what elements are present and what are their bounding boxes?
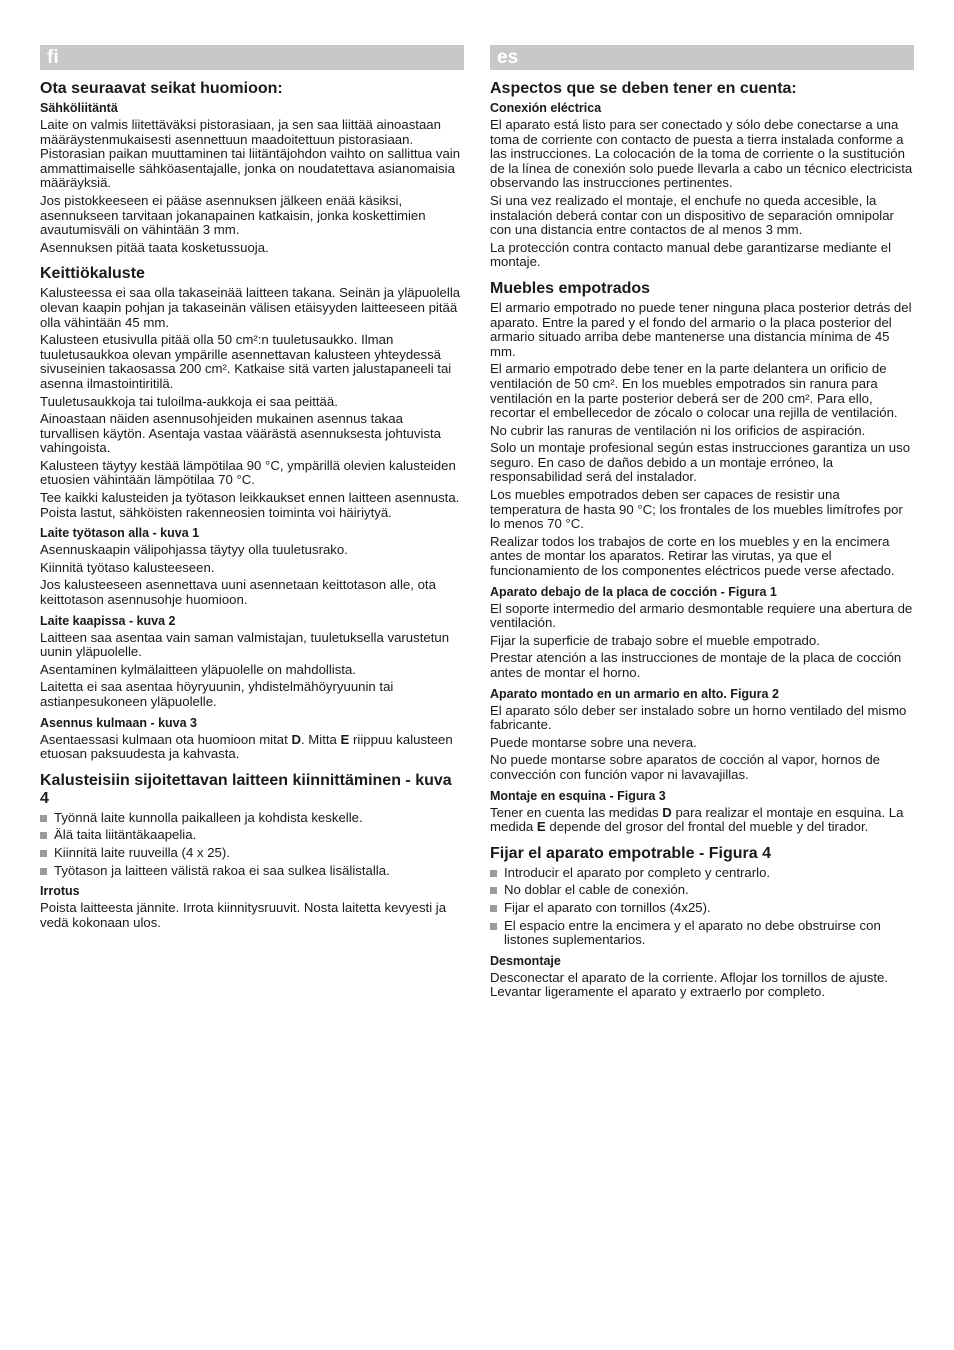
list-item-text: Älä taita liitäntäkaapelia. [54,827,197,843]
paragraph: Desconectar el aparato de la corriente. Aflojar los tornillos de ajuste. Levantar ligeramente el aparato y extraerlo por completo. [490,969,889,1000]
paragraph: El soporte intermedio del armario desmontable requiere una abertura de ventilación. [490,600,913,631]
square-bullet-icon [40,815,47,822]
heading-fixing: Kalusteisiin sijoitettavan laitteen kiinnittäminen - kuva 4 [40,771,452,807]
paragraph: El armario empotrado no puede tener ninguna placa posterior detrás del aparato. Entre la pared y el fondo del armario o la placa posterior del armario situado arriba debe mantenerse una distancia mínima de 45 mm. [490,299,912,359]
subheading-figure-1: Aparato debajo de la placa de cocción - Figura 1 [490,584,777,599]
square-bullet-icon [490,870,497,877]
paragraph: Prestar atención a las instrucciones de montaje de la placa de cocción antes de montar el horno. [490,650,902,680]
paragraph: Los muebles empotrados deben ser capaces de resistir una temperatura de hasta 90 °C; los frontales de los muebles limítrofes por lo menos 70 °C. [490,487,903,532]
list-item-text: Työnnä laite kunnolla paikalleen ja kohdista keskelle. [54,809,363,825]
paragraph: Kalusteen täytyy kestää lämpötilaa 90 °C, ympärillä olevien kalusteiden etuosien vähintään lämpötilaa 70 °C. [40,457,456,488]
paragraph: Tee kaikki kalusteiden ja työtason leikkaukset ennen laitteen asennusta. Poista lastut, sähköisten rakenneosien toiminta voi häiriytyä. [40,490,460,520]
heading-fixing: Fijar el aparato empotrable - Figura 4 [490,844,771,862]
paragraph: Laitteen saa asentaa vain saman valmistajan, tuuletuksella varustetun uunin yläpuolelle. [40,629,450,660]
list-item [490,866,914,881]
paragraph: Kalusteen etusivulla pitää olla 50 cm²:n tuuletusaukko. Ilman tuuletusaukkoa olevan ympärille asennettavan kalusteen yhteydessä sivuseinien takaosassa 200 cm². Katkaise sitä varten jalustapaneeli tai asenna ilmastointiritilä. [40,332,452,391]
paragraph: Si una vez realizado el montaje, el enchufe no queda accesible, la instalación deberá contar con un dispositivo de separación omnipolar con una distancia entre contactos de al menos 3 mm. [490,192,894,238]
subheading-figure-3: Montaje en esquina - Figura 3 [490,788,666,803]
column-finnish [40,45,464,933]
text-run: depende del grosor del frontal del mueble y del tirador. [545,819,869,835]
paragraph: Jos pistokkeeseen ei pääse asennuksen jälkeen enää käsiksi, asennukseen tarvitaan jokanapainen katkaisin, jonka koskettimien avautumisväli on vähintään 3 mm. [40,192,426,238]
square-bullet-icon [490,905,497,912]
square-bullet-icon [40,850,47,857]
list-item [40,846,464,861]
list-item [490,901,914,916]
list-item-text: El espacio entre la encimera y el aparato no debe obstruirse con listones suplementarios. [504,917,881,948]
paragraph: Puede montarse sobre una nevera. [490,734,697,750]
subheading-figure-3: Asennus kulmaan - kuva 3 [40,715,198,730]
paragraph: Fijar la superficie de trabajo sobre el mueble empotrado. [490,632,820,648]
list-item-text: Työtason ja laitteen välistä rakoa ei saa sulkea lisälistalla. [54,862,390,878]
paragraph: No cubrir las ranuras de ventilación ni los orificios de aspiración. [490,422,866,438]
list-item-text: Introducir el aparato por completo y centrarlo. [504,864,771,880]
text-run: para realizar el montaje en esquina. La medida [490,804,904,835]
square-bullet-icon [40,832,47,839]
measure-e: E [340,731,350,747]
paragraph: Kalusteessa ei saa olla takaseinää laitteen takana. Seinän ja yläpuolella olevan kaapin pohjan ja takaseinän välisen etäisyyden laitteeseen pitää olla vähintään 45 mm. [40,285,461,330]
subheading-figure-1: Laite työtason alla - kuva 1 [40,526,200,541]
paragraph: Kiinnitä työtaso kalusteeseen. [40,559,215,575]
bullet-list [40,811,464,878]
paragraph: Poista laitteesta jännite. Irrota kiinnitysruuvit. Nosta laitetta kevyesti ja vedä kokonaan ulos. [40,900,447,930]
list-item-text: No doblar el cable de conexión. [504,882,689,898]
subheading-electrical: Conexión eléctrica [490,101,602,115]
paragraph: No puede montarse sobre aparatos de cocción al vapor, hornos de convección con función vapor ni lavavajillas. [490,752,881,782]
text-run: Asentaessasi kulmaan ota huomioon mitat [40,731,292,747]
paragraph-corner [40,733,464,762]
paragraph-corner [490,806,914,835]
heading-furniture: Muebles empotrados [490,279,651,297]
paragraph: Realizar todos los trabajos de corte en los muebles y en la encimera antes de montar los aparatos. Retirar las virutas, ya que el funcionamiento de los componentes eléctricos puede verse afectado. [490,533,895,579]
paragraph: Jos kalusteeseen asennettava uuni asennetaan keittotason alle, ota keittotason asennusohje huomioon. [40,577,436,608]
text-run: Tener en cuenta las medidas [490,804,663,820]
language-bar-es: es [490,45,914,70]
square-bullet-icon [490,887,497,894]
paragraph: La protección contra contacto manual debe garantizarse mediante el montaje. [490,239,892,270]
language-bar-fi: fi [40,45,464,70]
subheading-removal: Desmontaje [490,953,561,968]
subheading-electrical: Sähköliitäntä [40,101,118,115]
text-run: riippuu kalusteen etuosan paksuudesta ja kahvasta. [40,731,453,762]
paragraph: Laite on valmis liitettäväksi pistorasiaan, ja sen saa liittää ainoastaan määräystenmukaisesti asennettuun maadoitettuun pistorasiaan. Pistorasian paikan muuttaminen tai liitäntäjohdon vaihto on sallittua vain ammattimaiselle sähköasentajalle, jonka on noudatettava asianomaisia määräyksiä. [40,117,461,191]
square-bullet-icon [490,923,497,930]
paragraph: Asennuskaapin välipohjassa täytyy olla tuuletusrako. [40,542,348,558]
list-item-text: Kiinnitä laite ruuveilla (4 x 25). [54,844,230,860]
list-item [490,883,914,898]
paragraph: Laitetta ei saa asentaa höyryuunin, yhdistelmähöyryuunin tai astianpesukoneen yläpuolelle. [40,679,394,709]
list-item [40,811,464,826]
measure-d: D [662,804,672,820]
paragraph: El aparato está listo para ser conectado y sólo debe conectarse a una toma de corriente con contacto de puesta a tierra instalada conforme a las instrucciones. La colocación de la toma de corriente o la sustitución de la línea de conexión solo puede llevarla a cabo un técnico electricista observando las instrucciones pertinentes. [490,117,913,191]
paragraph: El armario empotrado debe tener en la parte delantera un orificio de ventilación de 50 cm². En los muebles empotrados sin ranura para ventilación en la parte posterior deberá ser de 200 cm². Para ello, recortar el embellecedor de zócalo o colocar una rejilla de ventilación. [490,361,898,421]
square-bullet-icon [40,868,47,875]
subheading-removal: Irrotus [40,884,80,899]
paragraph: Solo un montaje profesional según estas instrucciones garantiza un uso seguro. En caso de daños debido a un montaje erróneo, la responsabilidad será del instalador. [490,440,911,485]
paragraph: Asennuksen pitää taata kosketussuoja. [40,239,269,255]
bullet-list [490,866,914,948]
paragraph: Ainoastaan näiden asennusohjeiden mukainen asennus takaa turvallisen käytön. Asentaja vastaa väärästä asennuksesta johtuvista vahingoista. [40,411,441,456]
paragraph: Tuuletusaukkoja tai tuloilma-aukkoja ei saa peittää. [40,393,338,409]
subheading-figure-2: Aparato montado en un armario en alto. Figura 2 [490,686,779,701]
subheading-figure-2: Laite kaapissa - kuva 2 [40,613,176,628]
list-item [490,919,914,948]
heading-notes: Aspectos que se deben tener en cuenta: [490,80,797,97]
heading-notes: Ota seuraavat seikat huomioon: [40,80,283,97]
column-spanish [490,45,914,1003]
list-item [40,864,464,879]
text-run: . Mitta [300,731,341,747]
heading-furniture: Keittiökaluste [40,265,145,283]
list-item-text: Fijar el aparato con tornillos (4x25). [504,899,711,915]
paragraph: Asentaminen kylmälaitteen yläpuolelle on mahdollista. [40,661,356,677]
measure-d: D [291,731,301,747]
measure-e: E [536,819,546,835]
list-item [40,828,464,843]
paragraph: El aparato sólo deber ser instalado sobre un horno ventilado del mismo fabricante. [490,702,907,733]
